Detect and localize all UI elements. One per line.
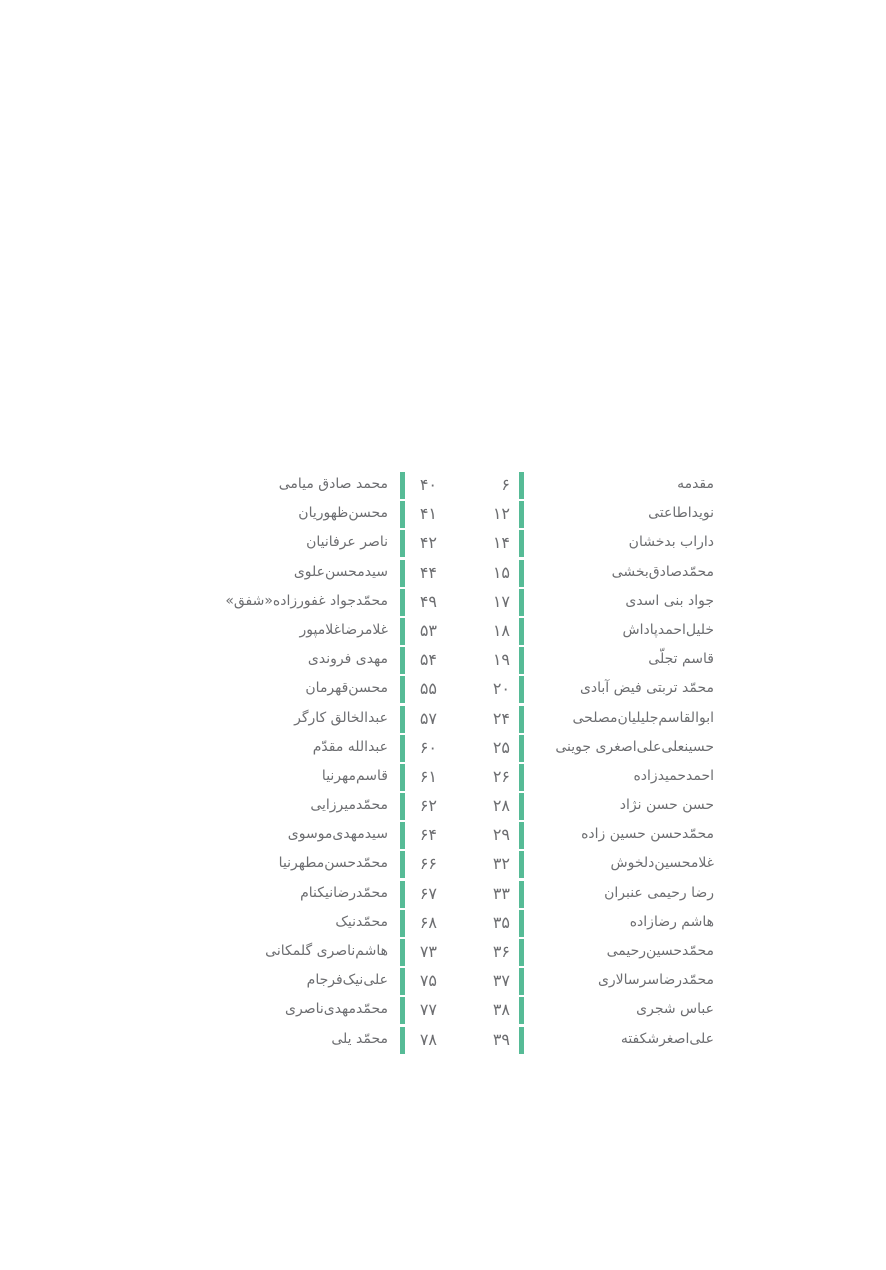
toc-entry[interactable] xyxy=(150,530,440,559)
page-number: ۳۲ xyxy=(492,854,510,874)
accent-bar xyxy=(400,793,405,820)
page-number: ۳۸ xyxy=(492,1000,510,1020)
toc-entry[interactable] xyxy=(150,822,440,851)
page-number: ۳۵ xyxy=(492,912,510,932)
page-number: ۱۸ xyxy=(492,620,510,640)
entry-title: خلیل‌احمدپاداش xyxy=(622,621,714,638)
toc-entry[interactable] xyxy=(440,618,720,647)
toc-entry[interactable] xyxy=(440,472,720,501)
entry-title: محمّدحسن‌مطهرنیا xyxy=(278,855,388,872)
entry-title: عبدالخالق کارگر xyxy=(294,709,388,726)
page-number: ۱۲ xyxy=(492,504,510,524)
entry-title: غلامحسین‌دلخوش xyxy=(610,855,714,872)
entry-title: محمّدمیرزایی xyxy=(310,797,388,814)
entry-title: محمد صادق میامی xyxy=(278,476,388,492)
entry-title: ناصر عرفانیان xyxy=(306,534,388,551)
entry-title: حسن حسن نژاد xyxy=(619,797,714,814)
toc-entry[interactable] xyxy=(150,618,440,647)
toc-entry[interactable] xyxy=(440,997,720,1026)
entry-title: رضا رحیمی عنبران xyxy=(604,884,714,901)
toc-entry[interactable] xyxy=(150,501,440,530)
toc-entry[interactable] xyxy=(150,472,440,501)
entry-title: علی‌نیک‌فرجام xyxy=(306,972,388,989)
page-number: ۵۷ xyxy=(419,708,437,728)
accent-bar xyxy=(400,1027,405,1054)
accent-bar xyxy=(400,881,405,908)
toc-entry[interactable] xyxy=(150,793,440,822)
entry-title: محمّدرضاسرسالاری xyxy=(597,972,714,989)
accent-bar xyxy=(400,997,405,1024)
entry-title: احمدحمیدزاده xyxy=(633,767,714,784)
page-number: ۳۳ xyxy=(492,883,510,903)
toc-entry[interactable] xyxy=(440,793,720,822)
accent-bar xyxy=(400,560,405,587)
toc-entry[interactable] xyxy=(150,997,440,1026)
page-number: ۶۴ xyxy=(419,825,437,845)
page-number: ۴۴ xyxy=(419,562,437,582)
entry-title: داراب بدخشان xyxy=(628,534,714,551)
page-number: ۳۹ xyxy=(492,1029,510,1049)
entry-title: محمّد تربتی فیض آبادی xyxy=(579,680,714,697)
toc-entry[interactable] xyxy=(150,735,440,764)
accent-bar xyxy=(400,676,405,703)
toc-entry[interactable] xyxy=(440,881,720,910)
accent-bar xyxy=(400,706,405,733)
page-number: ۱۹ xyxy=(492,650,510,670)
entry-title: نویداطاعتی xyxy=(648,505,714,522)
entry-title: حسینعلی‌علی‌اصغری جوینی xyxy=(555,738,714,755)
accent-bar xyxy=(400,735,405,762)
entry-title: هاشم رضازاده xyxy=(629,913,714,930)
toc-entry[interactable] xyxy=(150,851,440,880)
page-number: ۷۵ xyxy=(419,971,437,991)
toc-entry[interactable] xyxy=(150,968,440,997)
page-number: ۱۵ xyxy=(492,562,510,582)
page-number: ۷۳ xyxy=(419,942,437,961)
entry-title: عبدالله مقدّم xyxy=(312,738,388,755)
toc-entry[interactable] xyxy=(150,939,440,968)
toc-entry[interactable] xyxy=(150,764,440,793)
toc-column-left xyxy=(150,472,440,1056)
toc-column-right xyxy=(440,472,720,1056)
accent-bar xyxy=(400,618,405,645)
entry-title: محمّدنیک xyxy=(335,913,388,930)
accent-bar xyxy=(400,968,405,995)
entry-title: مقدمه xyxy=(677,476,714,492)
accent-bar xyxy=(400,910,405,937)
page-number: ۷۷ xyxy=(419,1000,437,1020)
toc-entry[interactable] xyxy=(440,939,720,968)
toc-entry[interactable] xyxy=(440,910,720,939)
entry-title: جواد بنی اسدی xyxy=(625,592,714,609)
entry-title: هاشم‌ناصری گلمکانی xyxy=(265,943,388,959)
page-number: ۲۹ xyxy=(492,825,510,845)
toc-entry[interactable] xyxy=(440,706,720,735)
toc-entry[interactable] xyxy=(150,560,440,589)
toc-entry[interactable] xyxy=(440,647,720,676)
page-number: ۶۱ xyxy=(419,766,437,786)
page-number: ۶۶ xyxy=(419,854,437,874)
page-number: ۲۴ xyxy=(492,708,510,728)
toc-entry[interactable] xyxy=(150,676,440,705)
toc-entry[interactable] xyxy=(150,647,440,676)
entry-title: محمّدمهدی‌ناصری xyxy=(285,1001,388,1018)
toc-entry[interactable] xyxy=(440,822,720,851)
toc-entry[interactable] xyxy=(150,910,440,939)
page-number: ۴۱ xyxy=(419,504,437,524)
toc-entry[interactable] xyxy=(440,589,720,618)
page-number: ۶۲ xyxy=(419,796,437,816)
entry-title: قاسم‌مهرنیا xyxy=(321,767,388,784)
page-number: ۵۴ xyxy=(419,650,437,670)
entry-title: محمّدرضانیکنام xyxy=(300,884,388,901)
entry-title: قاسم تجلّی xyxy=(648,651,714,668)
page-number: ۲۸ xyxy=(492,796,510,816)
page-number: ۳۶ xyxy=(492,942,510,961)
entry-title: محمّدحسن حسین زاده xyxy=(581,826,714,843)
page-number: ۲۵ xyxy=(492,737,510,757)
entry-title: سیدمحسن‌علوی xyxy=(293,563,388,580)
entry-title: سیدمهدی‌موسوی xyxy=(287,826,388,843)
page-number: ۲۰ xyxy=(492,679,510,699)
toc-entry[interactable] xyxy=(150,1027,440,1056)
page-number: ۶۷ xyxy=(419,883,437,903)
accent-bar xyxy=(400,589,405,616)
entry-title: محسن‌ظهوریان xyxy=(298,505,388,522)
entry-title: علی‌اصغرشکفته xyxy=(620,1030,714,1047)
toc-entry[interactable] xyxy=(440,676,720,705)
page-number: ۶۸ xyxy=(419,912,437,932)
toc-entry[interactable] xyxy=(440,530,720,559)
page-number: ۱۴ xyxy=(492,533,510,553)
entry-title: محمّدحسین‌رحیمی xyxy=(606,943,714,959)
page-number: ۵۵ xyxy=(419,679,437,699)
accent-bar xyxy=(400,501,405,528)
toc-entry[interactable] xyxy=(440,968,720,997)
page-number: ۱۷ xyxy=(492,591,510,611)
entry-title: محمّدجواد غفورزاده«شفق» xyxy=(225,592,388,609)
accent-bar xyxy=(400,822,405,849)
toc-entry[interactable] xyxy=(150,589,440,618)
entry-title: ابوالقاسم‌جلیلیان‌مصلحی xyxy=(572,709,714,726)
entry-title: مهدی فروندی xyxy=(307,651,388,668)
page-number: ۷۸ xyxy=(419,1029,437,1049)
toc-entry[interactable] xyxy=(440,501,720,530)
page-number: ۴۲ xyxy=(419,533,437,553)
page-number: ۵۳ xyxy=(419,620,437,640)
page-number: ۲۶ xyxy=(492,766,510,786)
toc-entry[interactable] xyxy=(150,706,440,735)
accent-bar xyxy=(400,851,405,878)
entry-title: محمّدصادق‌بخشی xyxy=(611,563,714,580)
page-number: ۴۹ xyxy=(419,591,437,611)
entry-title: غلامرضاغلامپور xyxy=(299,621,388,638)
accent-bar xyxy=(400,764,405,791)
toc-entry[interactable] xyxy=(440,560,720,589)
toc-entry[interactable] xyxy=(440,851,720,880)
page-number: ۴۰ xyxy=(419,475,437,494)
page-number: ۶ xyxy=(501,475,510,494)
accent-bar xyxy=(400,530,405,557)
page-number: ۶۰ xyxy=(419,737,437,757)
toc-entry[interactable] xyxy=(150,881,440,910)
page-number: ۳۷ xyxy=(492,971,510,991)
toc-entry[interactable] xyxy=(440,1027,720,1056)
accent-bar xyxy=(400,939,405,966)
toc-entry[interactable] xyxy=(440,764,720,793)
accent-bar xyxy=(400,647,405,674)
entry-title: عباس شجری xyxy=(636,1001,714,1018)
entry-title: محسن‌قهرمان xyxy=(305,680,388,697)
entry-title: محمّد یلی xyxy=(331,1030,388,1047)
accent-bar xyxy=(400,472,405,499)
toc-entry[interactable] xyxy=(440,735,720,764)
